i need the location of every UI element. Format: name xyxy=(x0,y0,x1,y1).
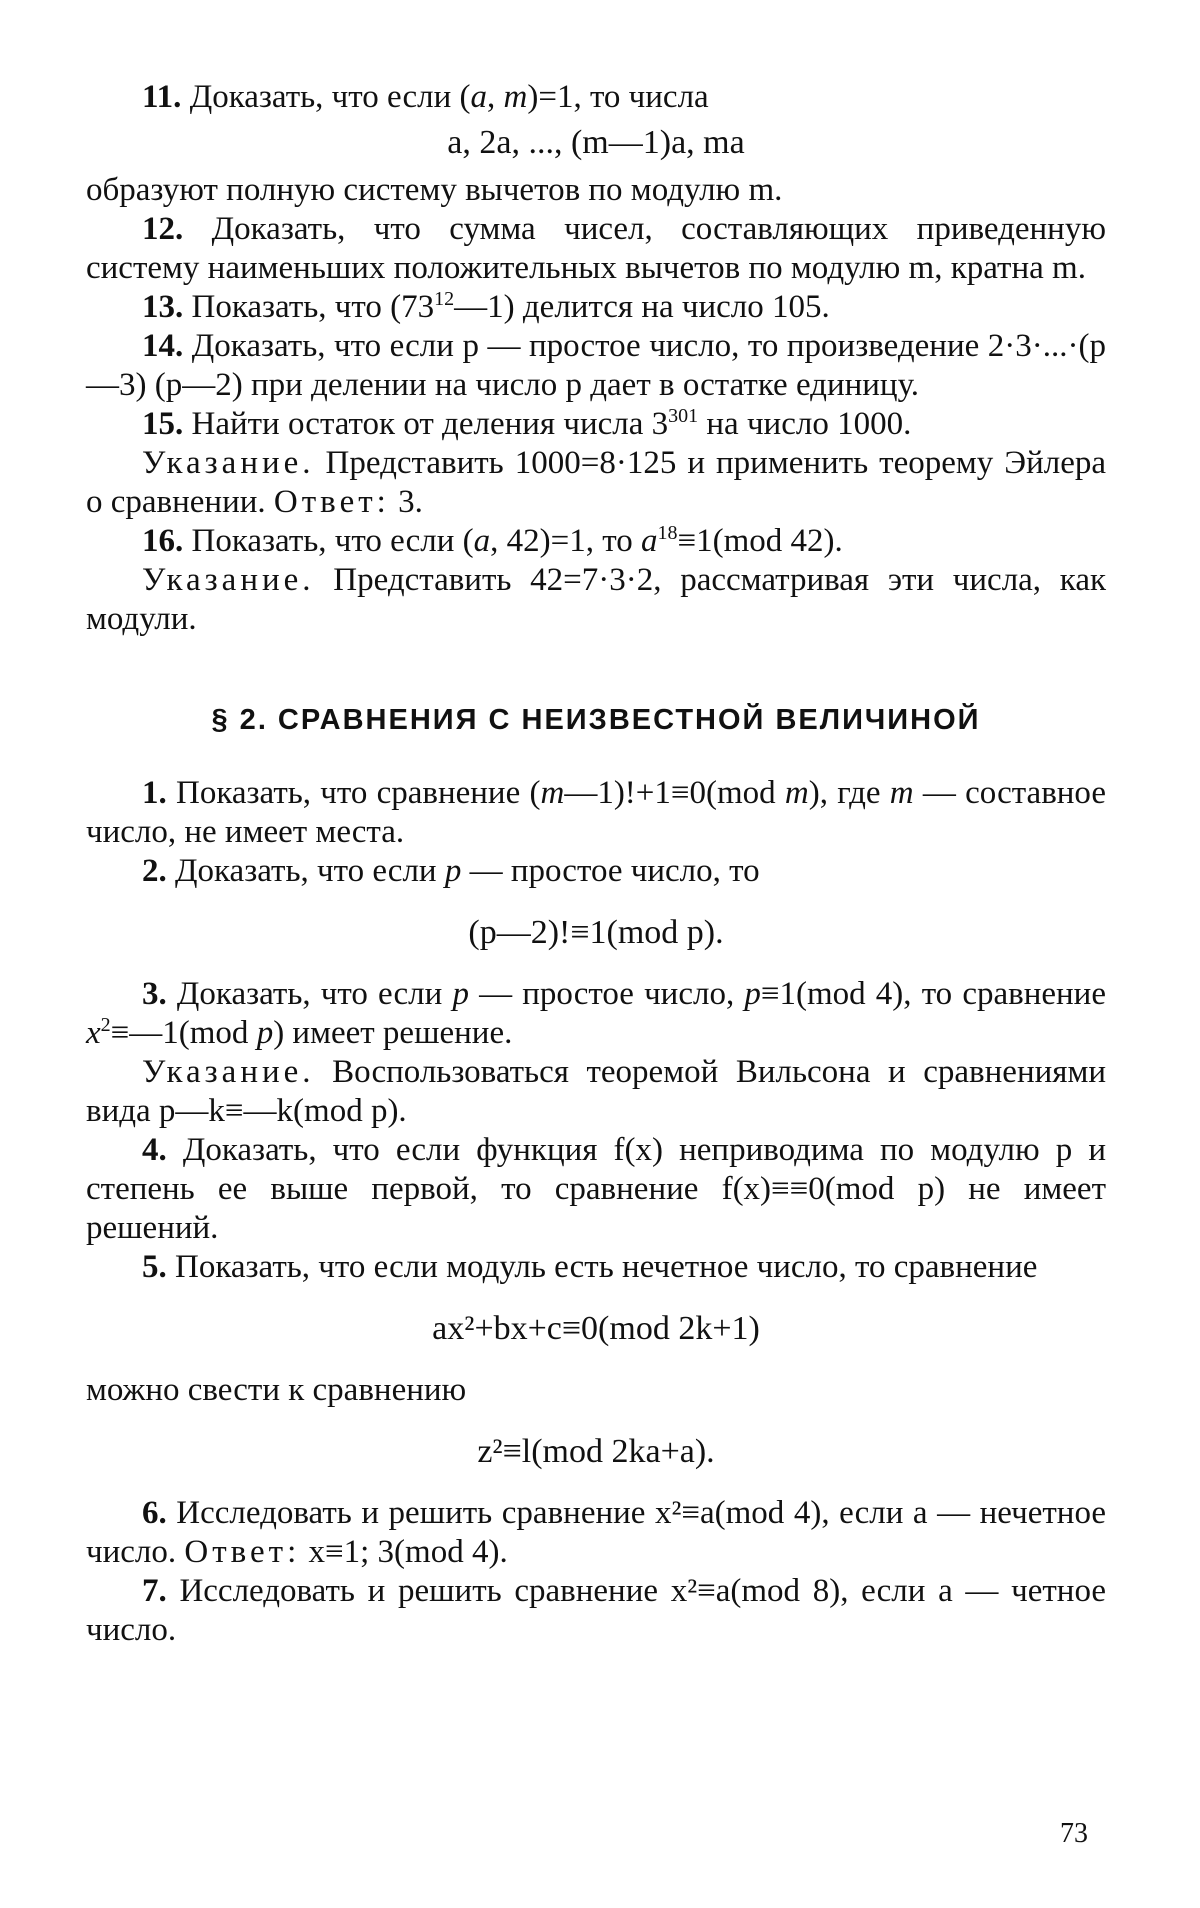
problem-2-7: 7. Исследовать и решить сравнение x²≡a(mod 8), если a — четное число. xyxy=(86,1573,1106,1648)
problem-number: 16. xyxy=(142,523,184,559)
problem-number: 6. xyxy=(142,1495,167,1531)
problem-number: 4. xyxy=(142,1132,167,1168)
problem-16-hint: Указание. Представить 42=7·3·2, рассматривая эти числа, как модули. xyxy=(86,562,1106,637)
problem-11-continuation: образуют полную систему вычетов по модулю m. xyxy=(86,172,783,208)
problem-15-hint: Указание. Представить 1000=8·125 и применить теорему Эйлера о сравнении. Ответ: 3. xyxy=(86,445,1106,520)
formula-residue-list: a, 2a, ..., (m—1)a, ma xyxy=(447,124,745,161)
problem-number: 7. xyxy=(142,1573,167,1609)
problem-2-2: 2. Доказать, что если p — простое число, то xyxy=(142,853,760,889)
problem-2-6: 6. Исследовать и решить сравнение x²≡a(mod 4), если a — нечетное число. Ответ: x≡1; 3(mod 4). xyxy=(86,1495,1106,1570)
problem-2-4: 4. Доказать, что если функция f(x) неприводима по модулю p и степень ее выше первой, то сравнение f(x)≡≡0(mod p) не имеет решений. xyxy=(86,1132,1106,1246)
problem-number: 12. xyxy=(142,211,184,247)
formula-wilson: (p—2)!≡1(mod p). xyxy=(468,914,724,951)
answer-label: Ответ: xyxy=(184,1534,301,1570)
problem-12: 12. Доказать, что сумма чисел, составляющих приведенную систему наименьших положительных вычетов по модулю m, кратна m. xyxy=(86,211,1106,286)
hint-label: Указание. xyxy=(142,445,315,481)
problem-number: 13. xyxy=(142,289,184,325)
problem-2-5-continuation: можно свести к сравнению xyxy=(86,1372,467,1408)
problem-number: 3. xyxy=(142,976,167,1012)
problem-2-5: 5. Показать, что если модуль есть нечетное число, то сравнение xyxy=(142,1249,1038,1285)
problem-number: 1. xyxy=(142,775,167,811)
page-body xyxy=(86,78,1106,1650)
problem-11: 11. Доказать, что если (a, m)=1, то числа xyxy=(142,79,709,115)
hint-label: Указание. xyxy=(142,562,315,598)
problem-number: 14. xyxy=(142,328,184,364)
section-title: § 2. СРАВНЕНИЯ С НЕИЗВЕСТНОЙ ВЕЛИЧИНОЙ xyxy=(211,704,981,736)
problem-2-1: 1. Показать, что сравнение (m—1)!+1≡0(mod m), где m — составное число, не имеет места. xyxy=(86,775,1106,850)
problem-2-3-hint: Указание. Воспользоваться теоремой Вильсона и сравнениями вида p—k≡—k(mod p). xyxy=(86,1054,1106,1129)
answer-label: Ответ: xyxy=(273,484,390,520)
problem-16: 16. Показать, что если (a, 42)=1, то $a^{18}\equiv 1(mod$ 42). xyxy=(142,522,843,559)
problem-14: 14. Доказать, что если p — простое число, то произведение 2·3·...·(p—3) (p—2) при делении на число p дает в остатке единицу. xyxy=(86,328,1106,403)
problem-number: 5. xyxy=(142,1249,167,1285)
problem-13: 13. Показать, что $(73^{12}—1)$ делится на число 105. xyxy=(142,288,830,325)
hint-label: Указание. xyxy=(142,1054,315,1090)
formula-quadratic: ax²+bx+c≡0(mod 2k+1) xyxy=(432,1310,760,1347)
problem-number: 2. xyxy=(142,853,167,889)
problem-number: 15. xyxy=(142,406,184,442)
problem-2-3: 3. Доказать, что если p — простое число, p≡1(mod 4), то сравнение $x^2\equiv—1(mod$ p) имеет решение. xyxy=(86,976,1106,1051)
problem-15: 15. Найти остаток от деления числа $3^{301}$ на число 1000. xyxy=(142,405,912,442)
section-spacer xyxy=(86,639,1106,701)
problem-number: 11. xyxy=(142,79,182,115)
formula-reduced: z²≡l(mod 2ka+a). xyxy=(477,1433,715,1470)
page-number: 73 xyxy=(1060,1818,1088,1849)
